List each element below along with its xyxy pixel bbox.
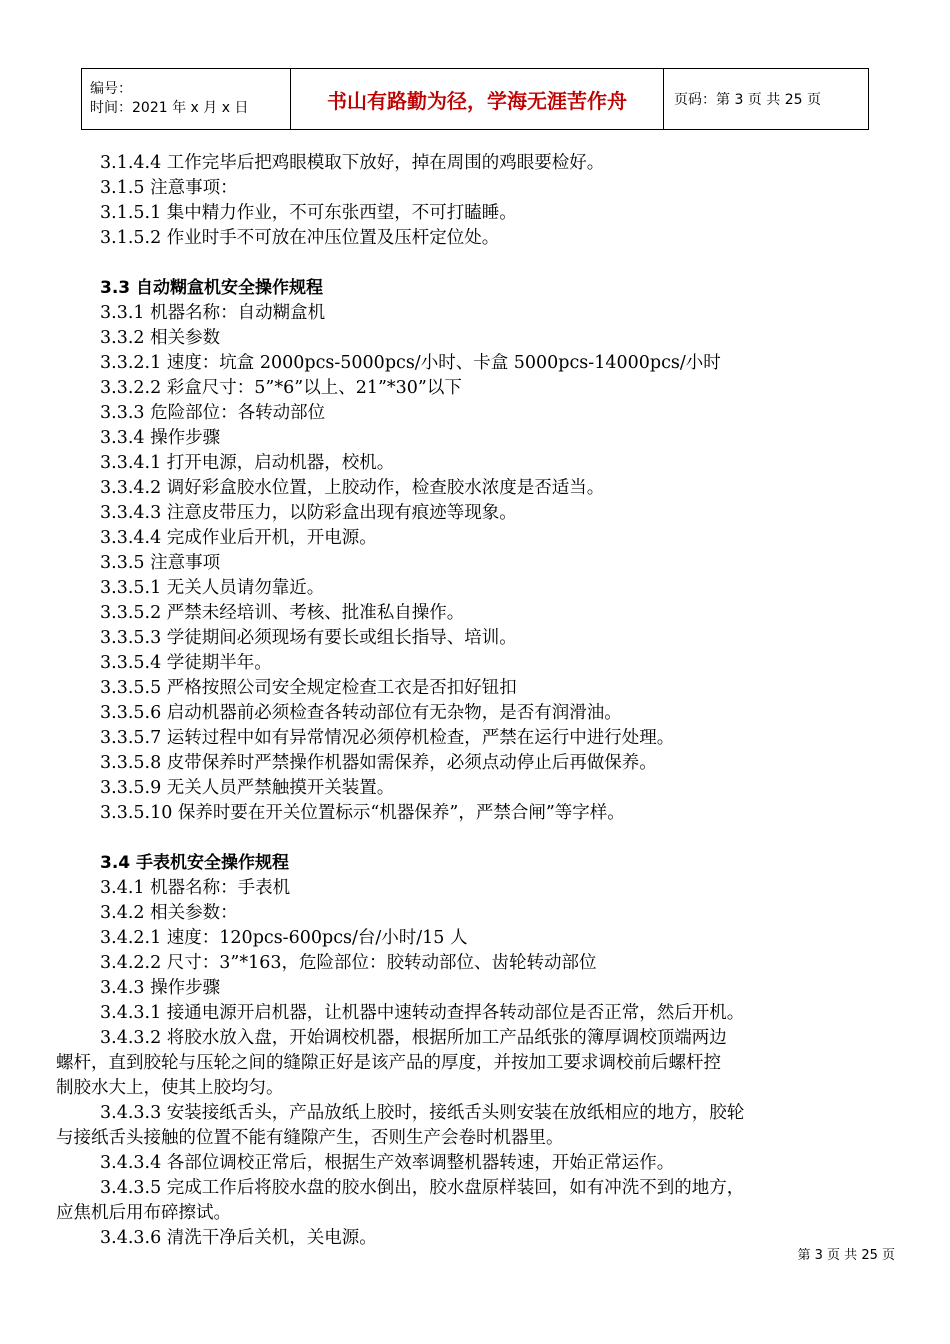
header-motto: 书山有路勤为径，学海无涯苦作舟 [291,69,664,130]
header-meta [82,69,291,130]
header-page-number: 页码：第 3 页 共 25 页 [664,69,869,130]
text-line: 3.4.1 机器名称：手表机 [100,878,291,898]
section-heading-3-4: 3.4 手表机安全操作规程 [100,853,290,873]
text-line: 3.3.5 注意事项 [100,553,221,573]
text-line: 3.4.2.1 速度：120pcs-600pcs/台/小时/15 人 [100,928,468,948]
text-line: 3.3.2.2 彩盒尺寸：5”*6”以上、21”*30”以下 [100,378,462,398]
text-line: 3.3.5.6 启动机器前必须检查各转动部位有无杂物，是否有润滑油。 [100,703,622,723]
paragraph-line: 应焦机后用布碎擦试。 [56,1203,231,1223]
paragraph-line: 制胶水大上，使其上胶均匀。 [56,1078,284,1098]
text-line: 3.1.5.1 集中精力作业，不可东张西望，不可打瞌睡。 [100,203,517,223]
header-table [81,68,869,130]
text-line: 3.1.5 注意事项： [100,178,238,198]
section-heading-3-3: 3.3 自动糊盒机安全操作规程 [100,278,324,298]
paragraph-line: 与接纸舌头接触的位置不能有缝隙产生，否则生产会卷时机器里。 [56,1128,564,1148]
paragraph-line: 3.4.3.3 安装接纸舌头，产品放纸上胶时，接纸舌头则安装在放纸相应的地方，胶轮 [100,1103,745,1123]
text-line: 3.3.5.3 学徒期间必须现场有要长或组长指导、培训。 [100,628,517,648]
paragraph-line: 3.4.3.4 各部位调校正常后，根据生产效率调整机器转速，开始正常运作。 [100,1153,675,1173]
text-line: 3.3.5.2 严禁未经培训、考核、批准私自操作。 [100,603,465,623]
text-line: 3.3.4.3 注意皮带压力，以防彩盒出现有痕迹等现象。 [100,503,517,523]
document-number: 编号： [90,81,132,97]
text-line: 3.3.4.2 调好彩盒胶水位置，上胶动作，检查胶水浓度是否适当。 [100,478,605,498]
text-line: 3.3.3 危险部位：各转动部位 [100,403,326,423]
document-time: 时间：2021 年 x 月 x 日 [90,100,249,116]
text-line: 3.3.5.1 无关人员请勿靠近。 [100,578,325,598]
text-line: 3.4.3 操作步骤 [100,978,221,998]
paragraph [56,1151,896,1176]
text-line: 3.3.1 机器名称：自动糊盒机 [100,303,326,323]
text-line: 3.3.5.7 运转过程中如有异常情况必须停机检查，严禁在运行中进行处理。 [100,728,675,748]
text-line: 3.3.4.1 打开电源，启动机器，校机。 [100,453,395,473]
paragraph [56,1226,896,1251]
text-line: 3.1.5.2 作业时手不可放在冲压位置及压杆定位处。 [100,228,500,248]
paragraph [56,1176,896,1226]
paragraph-line: 螺杆，直到胶轮与压轮之间的缝隙正好是该产品的厚度，并按加工要求调校前后螺杆控 [56,1053,721,1073]
paragraph-line: 3.4.3.6 清洗干净后关机，关电源。 [100,1228,377,1248]
text-line: 3.3.5.8 皮带保养时严禁操作机器如需保养，必须点动停止后再做保养。 [100,753,657,773]
text-line: 3.3.5.5 严格按照公司安全规定检查工衣是否扣好钮扣 [100,678,517,698]
text-line: 3.3.4.4 完成作业后开机，开电源。 [100,528,377,548]
text-line: 3.3.2 相关参数 [100,328,221,348]
text-line: 3.4.2 相关参数： [100,903,238,923]
text-line: 3.4.3.1 接通电源开启机器，让机器中速转动查捍各转动部位是否正常，然后开机。 [100,1003,745,1023]
text-line: 3.4.2.2 尺寸：3”*163，危险部位：胶转动部位、齿轮转动部位 [100,953,597,973]
text-line: 3.3.5.9 无关人员严禁触摸开关装置。 [100,778,395,798]
document-body [56,151,896,1251]
text-line: 3.1.4.4 工作完毕后把鸡眼模取下放好，掉在周围的鸡眼要检好。 [100,153,605,173]
paragraph-line: 3.4.3.5 完成工作后将胶水盘的胶水倒出，胶水盘原样装回，如有冲洗不到的地方， [100,1178,745,1198]
text-line: 3.3.2.1 速度：坑盒 2000pcs-5000pcs/小时、卡盒 5000pcs-14000pcs/小时 [100,353,721,373]
footer-page-number: 第 3 页 共 25 页 [797,1248,895,1263]
text-line: 3.3.5.4 学徒期半年。 [100,653,272,673]
paragraph [56,1026,896,1101]
text-line: 3.3.5.10 保养时要在开关位置标示“机器保养”，严禁合闸”等字样。 [100,803,625,823]
paragraph [56,1101,896,1151]
paragraph-line: 3.4.3.2 将胶水放入盘，开始调校机器，根据所加工产品纸张的簿厚调校顶端两边 [100,1028,727,1048]
text-line: 3.3.4 操作步骤 [100,428,221,448]
